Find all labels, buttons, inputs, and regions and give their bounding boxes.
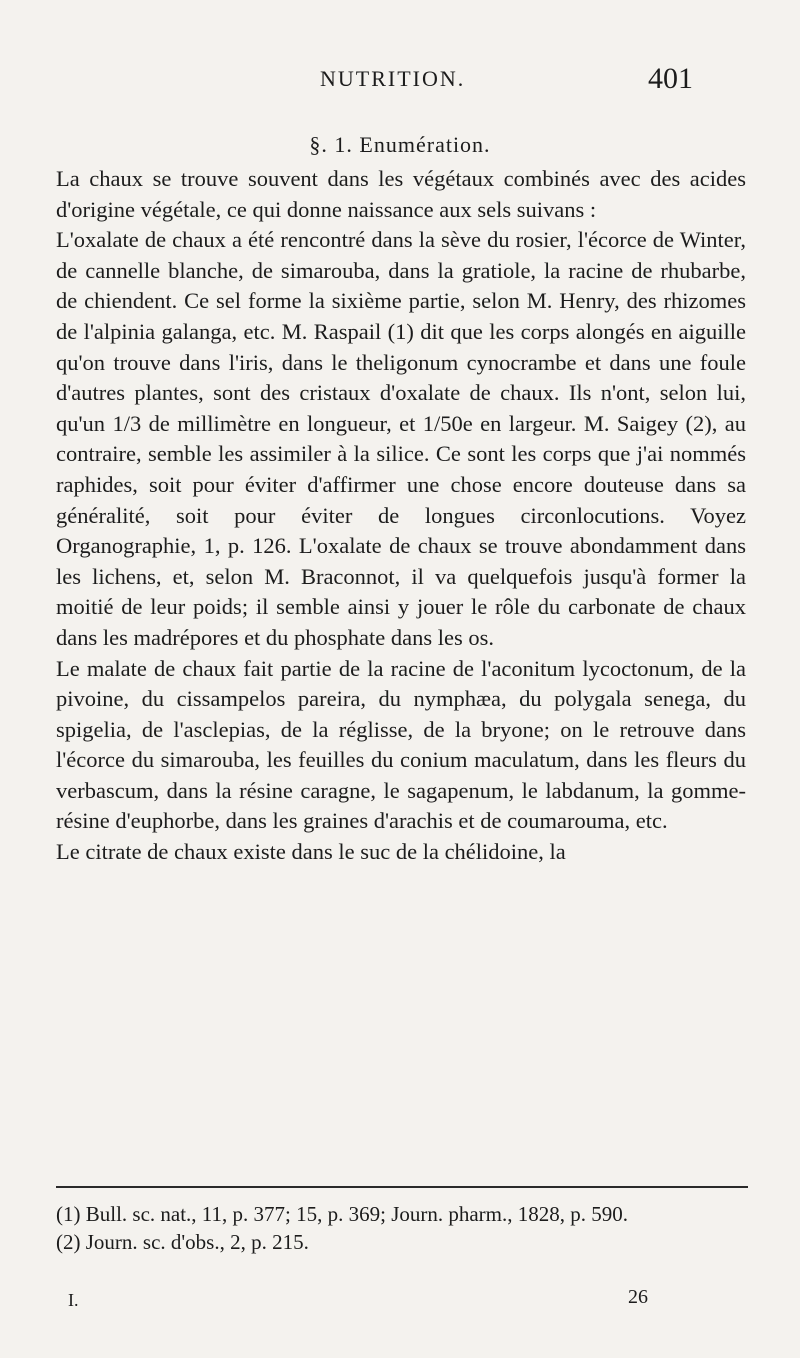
paragraph: Le citrate de chaux existe dans le suc de la chélidoine, la	[56, 839, 566, 865]
footnote-rule	[56, 1186, 748, 1188]
footnotes	[56, 1200, 746, 1256]
paragraph: L'oxalate de chaux a été rencontré dans la sève du rosier, l'écorce de Winter, de cannelle blanche, de simarouba, dans la gratiole, la racine de rhubarbe, de chiendent. Ce sel forme la sixième partie, selon M. Henry, des rhizomes de l'alpinia galanga, etc. M. Raspail (1) dit que les corps alongés en aiguille qu'on trouve dans l'iris, dans le theligonum cynocrambe et dans une foule d'autres plantes, sont des cristaux d'oxalate de chaux. Ils n'ont, selon lui, qu'un 1/3 de millimètre en longueur, et 1/50e en largeur. M. Saigey (2), au contraire, semble les assimiler à la silice. Ce sont les corps que j'ai nommés raphides, soit pour éviter d'affirmer une chose encore douteuse dans sa généralité, soit pour éviter de longues circonlocutions. Voyez Organographie, 1, p. 126. L'oxalate de chaux se trouve abondamment dans les lichens, et, selon M. Braconnot, il va quelquefois jusqu'à former la moitié de leur poids; il semble ainsi y jouer le rôle du carbonate de chaux dans les madrépores et du phosphate dans les os.	[56, 227, 746, 650]
footnote: (1) Bull. sc. nat., 11, p. 377; 15, p. 369; Journ. pharm., 1828, p. 590.	[56, 1202, 629, 1226]
page-number: 401	[648, 62, 693, 95]
footnote: (2) Journ. sc. d'obs., 2, p. 215.	[56, 1230, 309, 1254]
body-text	[56, 164, 746, 868]
section-title: §. 1. Enumération.	[309, 132, 491, 157]
running-head	[0, 62, 800, 102]
paragraph: Le malate de chaux fait partie de la racine de l'aconitum lycoctonum, de la pivoine, du cissampelos pareira, du nymphæa, du polygala senega, du spigelia, de l'asclepias, de la réglisse, de la bryone; on le retrouve dans l'écorce du simarouba, les feuilles du conium maculatum, dans les fleurs du verbascum, dans la résine caragne, le sagapenum, le labdanum, la gomme-résine d'euphorbe, dans les graines d'arachis et de coumarouma, etc.	[56, 655, 746, 834]
paragraph: La chaux se trouve souvent dans les végétaux combinés avec des acides d'origine végétale, ce qui donne naissance aux sels suivans :	[56, 166, 746, 222]
signature-number: 26	[628, 1286, 648, 1308]
running-title: NUTRITION.	[320, 66, 466, 91]
signature-mark: I.	[68, 1290, 79, 1310]
